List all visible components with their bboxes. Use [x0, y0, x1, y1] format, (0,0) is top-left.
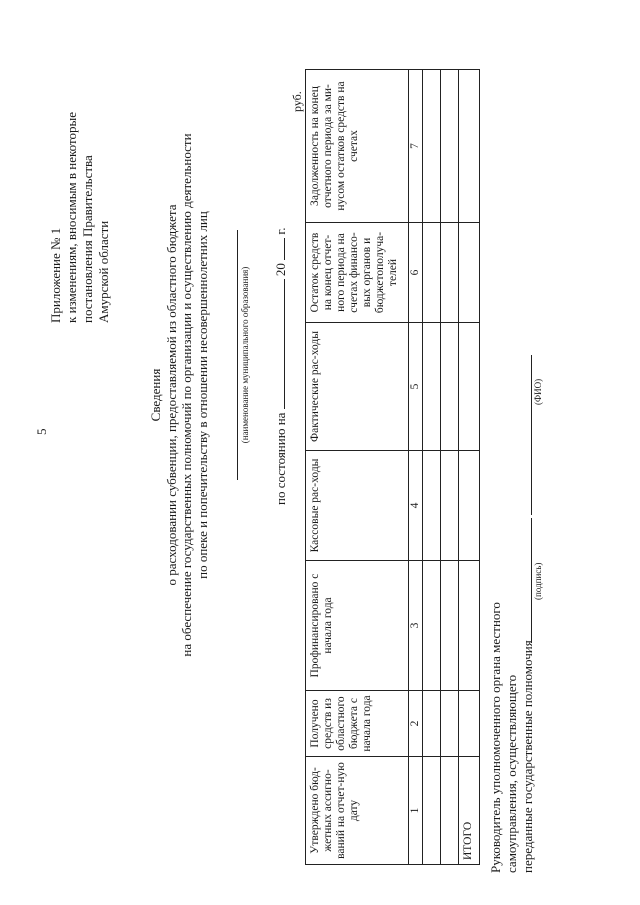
date-century: 20: [273, 263, 288, 277]
header-actual-expenses: Фактические рас-ходы: [306, 323, 409, 451]
expenditure-table: [305, 69, 480, 865]
title-line-2: на обеспечение государственных полномочий по организации и осуществлению деятельности: [179, 133, 194, 657]
total-label: ИТОГО: [459, 757, 480, 865]
table-cell: [423, 70, 441, 223]
table-cell: [441, 691, 459, 757]
appendix-line-2: к изменениям, вносимым в некоторые: [64, 111, 79, 323]
header-approved-allocations: Утверждено бюд-жетных ассигно-ваний на отчет-ную дату: [306, 757, 409, 865]
column-number-row: [409, 70, 423, 865]
signer-block: [488, 602, 536, 873]
table-cell: [459, 223, 480, 323]
table-cell: [441, 323, 459, 451]
signature-blank-line: [531, 518, 532, 643]
header-cash-expenses: Кассовые рас-ходы: [306, 451, 409, 561]
table-cell: [423, 691, 441, 757]
date-day-month-blank: [272, 279, 285, 409]
table-cell: [459, 451, 480, 561]
date-prefix: по состоянию на: [273, 412, 288, 505]
appendix-line-1: Приложение № 1: [48, 227, 63, 323]
column-number: 1: [409, 757, 423, 865]
date-suffix: г.: [273, 227, 288, 235]
header-received-funds: Получено средств из областного бюджета с начала года: [306, 691, 409, 757]
table-cell: [459, 691, 480, 757]
title-line-1: о расходовании субвенции, предоставляемой из областного бюджета: [163, 204, 179, 586]
currency-unit: руб.: [290, 91, 304, 112]
table-cell: [423, 757, 441, 865]
total-row: [459, 70, 480, 865]
municipality-caption: (наименование муниципального образования): [240, 266, 250, 444]
header-debt: Задолженность на конец отчетного периода за ми-нусом остатков средств на счетах: [306, 70, 409, 223]
table-cell: [423, 323, 441, 451]
municipality-field: [237, 165, 250, 545]
table-cell: [423, 451, 441, 561]
column-number: 2: [409, 691, 423, 757]
name-blank-line: [531, 355, 532, 515]
name-caption: (ФИО): [533, 378, 543, 405]
appendix-line-4: Амурской области: [96, 220, 111, 323]
document-title: [148, 85, 210, 705]
table-cell: [459, 323, 480, 451]
table-cell: [441, 451, 459, 561]
date-year-blank: [272, 238, 285, 260]
title-line-3: по опеке и попечительству в отношении несовершеннолетних лиц: [194, 211, 210, 579]
table-row: [423, 70, 441, 865]
column-number: 7: [409, 70, 423, 223]
column-number: 3: [409, 561, 423, 691]
signer-line-2: самоуправления, осуществляющего: [504, 674, 519, 873]
table-row: [441, 70, 459, 865]
appendix-note: [48, 0, 112, 323]
table-cell: [441, 70, 459, 223]
column-number: 5: [409, 323, 423, 451]
header-financed: Профинансировано с начала года: [306, 561, 409, 691]
table-cell: [423, 223, 441, 323]
table-cell: [441, 757, 459, 865]
signer-line-3: переданные государственные полномочия: [520, 640, 535, 873]
municipality-blank-line: [237, 230, 238, 480]
signature-caption: (подпись): [533, 562, 543, 600]
table-header-row: [306, 70, 409, 865]
signer-line-1: Руководитель уполномоченного органа местного: [488, 602, 503, 873]
table-cell: [423, 561, 441, 691]
report-date-line: [272, 227, 289, 505]
title-heading: Сведения: [148, 368, 163, 422]
column-number: 6: [409, 223, 423, 323]
page-number: 5: [34, 428, 49, 435]
table-cell: [459, 561, 480, 691]
appendix-line-3: постановления Правительства: [80, 155, 95, 323]
table-cell: [441, 561, 459, 691]
column-number: 4: [409, 451, 423, 561]
table-cell: [441, 223, 459, 323]
header-remaining-funds: Остаток средств на конец отчет-ного периода на счетах финансо-вых органов и бюджетополуча-телей: [306, 223, 409, 323]
table-cell: [459, 70, 480, 223]
